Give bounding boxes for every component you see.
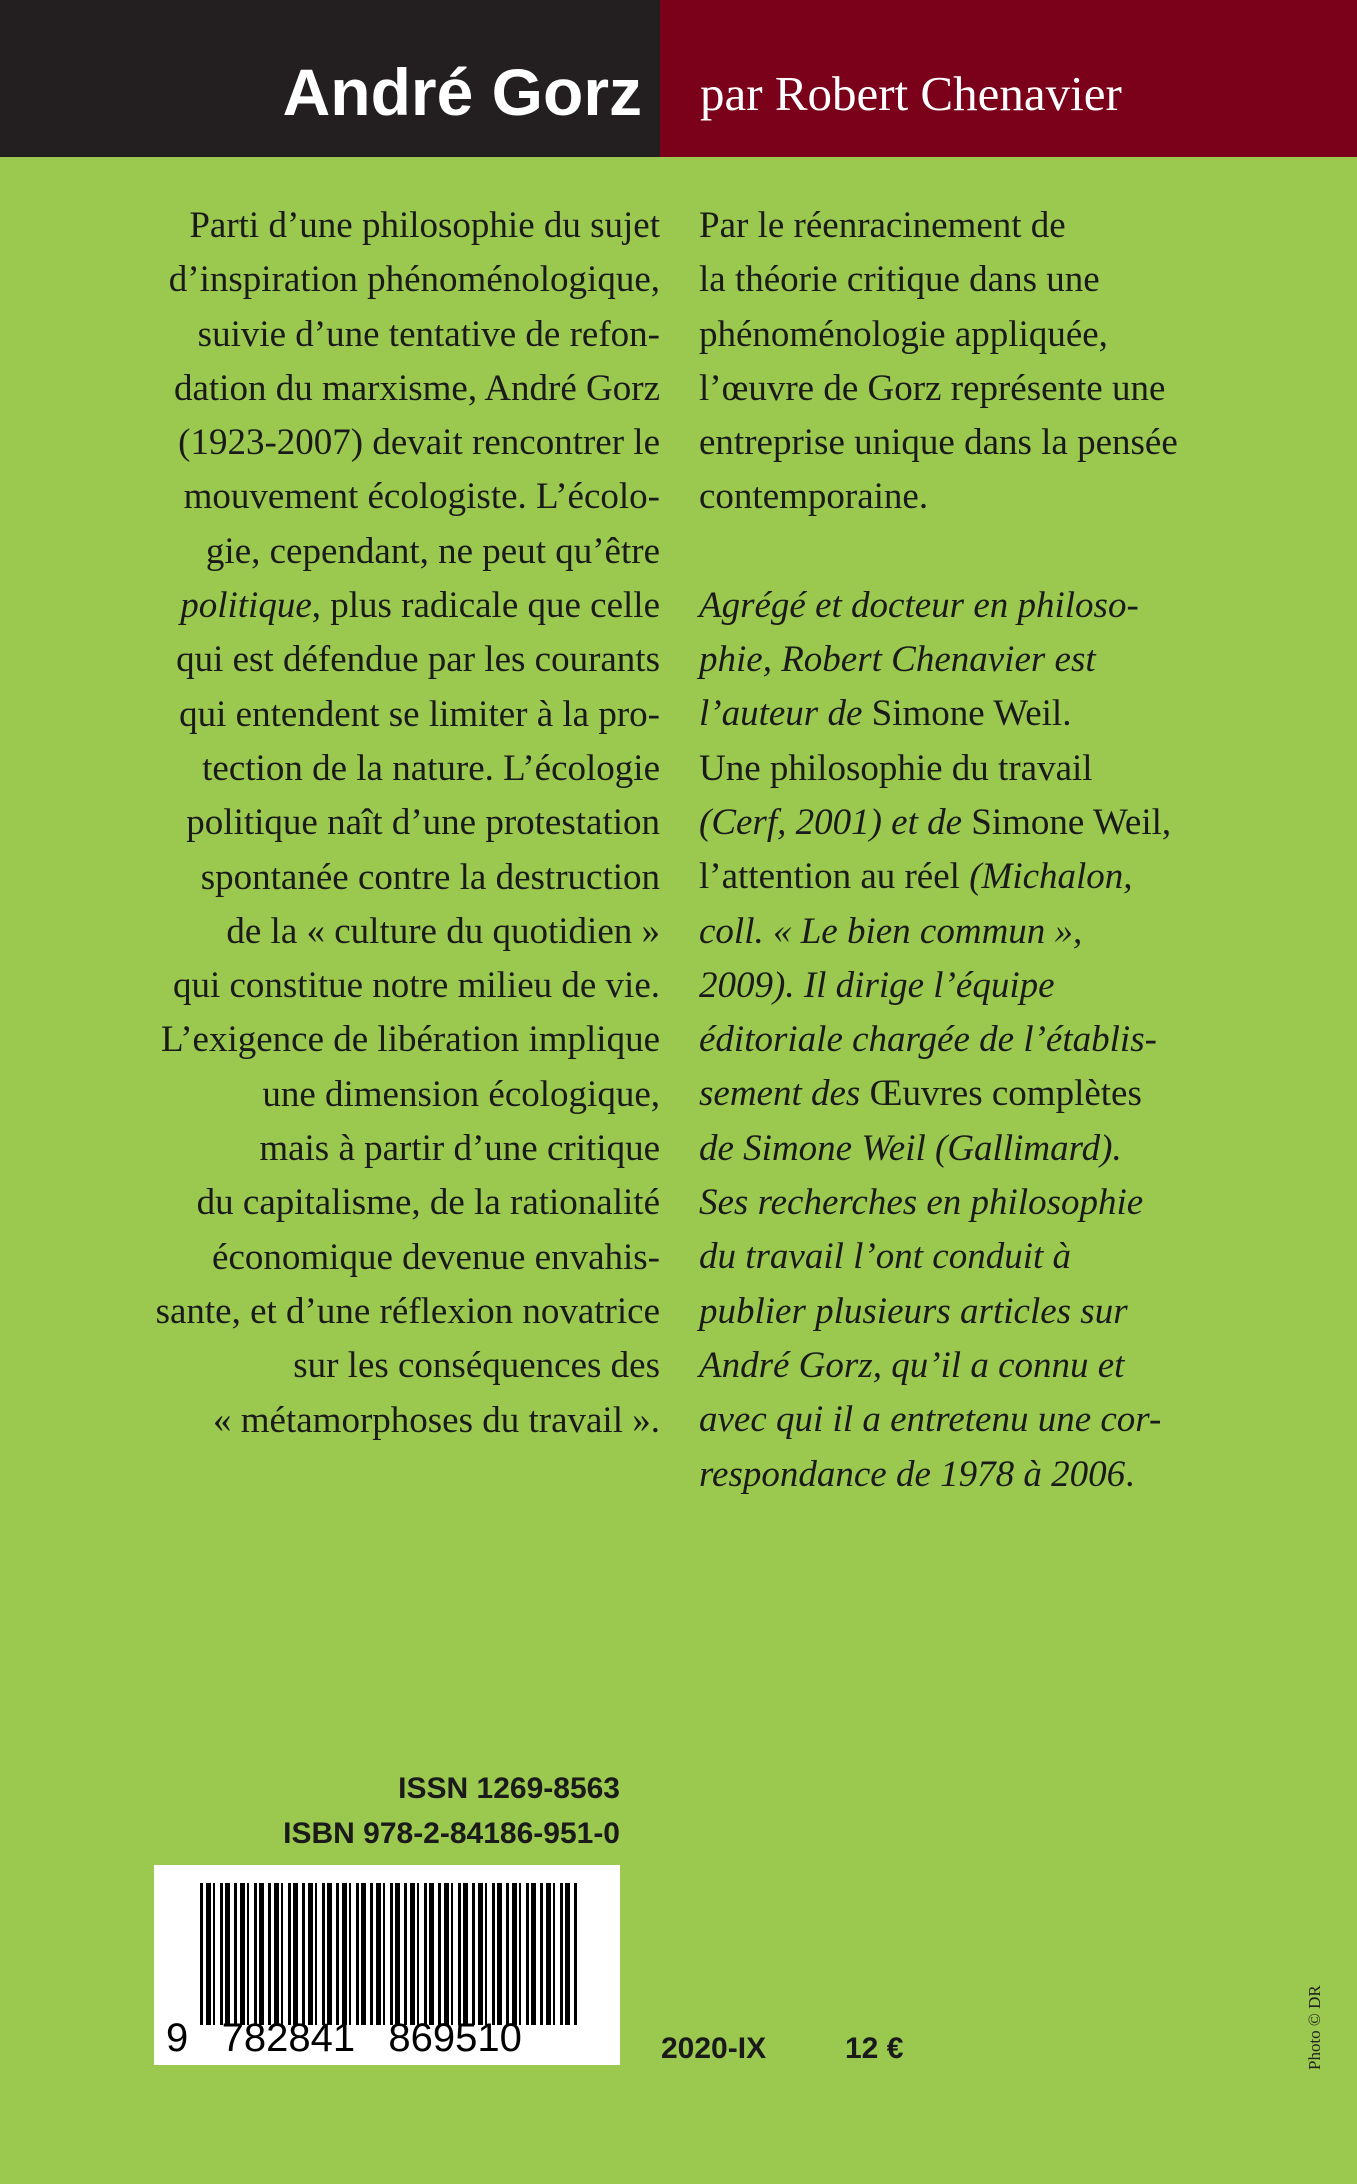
conclusion-line: Par le réenracinement de — [699, 205, 1066, 246]
summary-line: de la « culture du quotidien » — [226, 910, 660, 952]
bio-period: . — [1125, 1453, 1135, 1495]
header-dark-band — [0, 0, 660, 157]
identifier-codes — [150, 1766, 620, 1856]
summary-line: « métamorphoses du travail ». — [213, 1399, 660, 1441]
photo-credit: Photo © DR — [1305, 1985, 1324, 2070]
summary-line: Parti d’une philosophie du sujet — [189, 205, 660, 246]
bio-italic: Ses recherches en philosophie — [699, 1182, 1144, 1224]
summary-line: (1923-2007) devait rencontrer le — [178, 422, 660, 464]
conclusion-line: entreprise unique dans la pensée — [699, 422, 1178, 464]
bio-line — [699, 1122, 1259, 1176]
bio-line — [699, 850, 1259, 904]
summary-text — [104, 199, 660, 1448]
conclusion-line: contemporaine. — [699, 476, 929, 518]
book-title-roman: l’attention au réel — [699, 856, 970, 898]
summary-line: du capitalisme, de la rationalité — [196, 1182, 660, 1224]
bio-italic: (Michalon, — [969, 856, 1133, 898]
author-bio — [699, 579, 1259, 1502]
barcode — [154, 1865, 620, 2065]
bio-italic: publier plusieurs articles sur — [699, 1290, 1128, 1332]
bio-italic: sement des — [699, 1073, 870, 1115]
series-number: 2020-IX — [661, 2032, 767, 2065]
bio-italic: éditoriale chargée de l’établis- — [699, 1019, 1157, 1061]
book-title: André Gorz — [282, 55, 642, 129]
bio-italic: du travail l’ont conduit à — [699, 1236, 1072, 1278]
summary-line: mouvement écologiste. L’écolo- — [183, 476, 660, 518]
bio-italic: l’auteur de — [699, 693, 872, 735]
summary-line: mais à partir d’une critique — [259, 1128, 660, 1170]
book-title-roman: Simone Weil, — [971, 801, 1172, 843]
bio-italic: (Cerf, 2001) et de — [699, 801, 972, 843]
bio-line — [699, 796, 1259, 850]
issn-text: ISSN 1269-8563 — [398, 1772, 620, 1805]
summary-line: d’inspiration phénoménologique, — [168, 259, 660, 301]
summary-line: L’exigence de libération implique — [161, 1019, 660, 1061]
bio-line — [699, 1393, 1259, 1447]
bio-italic: respondance de 1978 à 2006 — [699, 1453, 1126, 1495]
summary-line: spontanée contre la destruction — [200, 856, 660, 898]
right-column — [699, 199, 1259, 1502]
bio-italic: coll. « Le bien commun », — [699, 910, 1083, 952]
price: 12 € — [845, 2032, 904, 2065]
bio-italic: Agrégé et docteur en philoso- — [699, 584, 1139, 626]
summary-line: suivie d’une tentative de refon- — [197, 313, 660, 355]
bio-line — [699, 1285, 1259, 1339]
summary-line: dation du marxisme, André Gorz — [173, 367, 660, 409]
bio-line — [699, 742, 1259, 796]
summary-line: qui est défendue par les courants — [176, 639, 660, 681]
conclusion-text — [699, 199, 1259, 525]
summary-line: gie, cependant, ne peut qu’être — [205, 530, 660, 572]
bio-line — [699, 1176, 1259, 1230]
summary-line: politique naît d’une protestation — [186, 802, 660, 844]
bio-line — [699, 959, 1259, 1013]
summary-line: sante, et d’une réflexion novatrice — [155, 1290, 660, 1332]
book-title-oeuvres: Œuvres complètes — [869, 1073, 1142, 1115]
book-title-simone-weil: Simone Weil. — [871, 693, 1072, 735]
isbn-text: ISBN 978-2-84186-951-0 — [283, 1817, 620, 1850]
bio-italic: André Gorz, qu’il a connu et — [699, 1344, 1125, 1386]
bio-italic: avec qui il a entretenu une cor- — [699, 1399, 1162, 1441]
bio-line — [699, 1448, 1259, 1502]
book-title-roman: Une philosophie du travail — [699, 747, 1093, 789]
barcode-digits: 9 782841 869510 — [166, 2016, 522, 2060]
bio-line — [699, 905, 1259, 959]
barcode-bars-icon — [200, 1883, 580, 2025]
bio-line — [699, 1013, 1259, 1067]
bio-line — [699, 1067, 1259, 1121]
header-red-band — [660, 0, 1357, 157]
summary-line: sur les conséquences des — [293, 1345, 660, 1387]
italic-politique: politique — [180, 585, 312, 627]
bio-line — [699, 633, 1259, 687]
bio-italic: 2009). Il dirige l’équipe — [699, 964, 1055, 1006]
bio-line — [699, 1339, 1259, 1393]
bio-italic: phie, Robert Chenavier est — [699, 639, 1096, 681]
summary-line: qui constitue notre milieu de vie. — [172, 965, 660, 1007]
author-byline: par Robert Chenavier — [700, 66, 1122, 121]
bio-italic: de Simone Weil (Gallimard). — [699, 1127, 1122, 1169]
summary-line: tection de la nature. L’écologie — [202, 747, 660, 789]
bio-line — [699, 1230, 1259, 1284]
summary-line: qui entendent se limiter à la pro- — [179, 693, 660, 735]
summary-line-rest: , plus radicale que celle — [311, 585, 660, 627]
conclusion-line: phénoménologie appliquée, — [699, 313, 1108, 355]
summary-line: une dimension écologique, — [262, 1073, 660, 1115]
summary-line: économique devenue envahis- — [212, 1236, 660, 1278]
conclusion-line: la théorie critique dans une — [699, 259, 1100, 301]
bio-line — [699, 579, 1259, 633]
summary-line-italic — [104, 579, 660, 633]
conclusion-line: l’œuvre de Gorz représente une — [699, 367, 1166, 409]
bio-line — [699, 687, 1259, 741]
